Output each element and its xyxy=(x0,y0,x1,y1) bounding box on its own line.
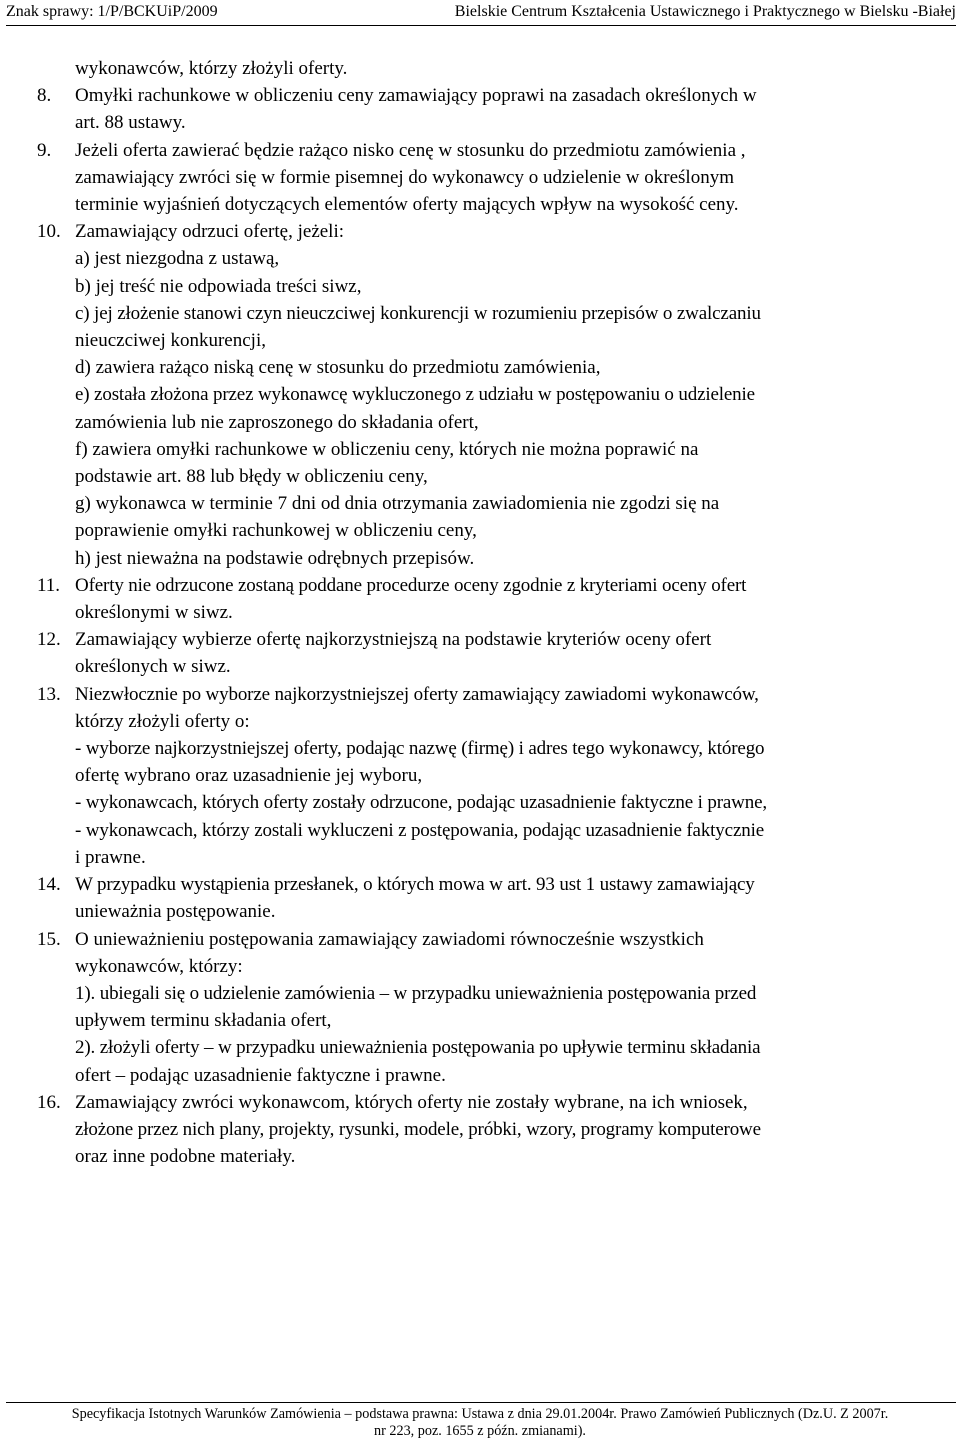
sub-item-h: h) jest nieważna na podstawie odrębnych przepisów. xyxy=(75,547,475,569)
page-footer xyxy=(0,1406,960,1440)
text-line: podstawie art. 88 lub błędy w obliczeniu ceny, xyxy=(75,466,428,488)
sub-item-b: b) jej treść nie odpowiada treści siwz, xyxy=(75,275,362,297)
list-item-15 xyxy=(0,926,960,1089)
text-line: Zamawiający wybierze ofertę najkorzystniejszą na podstawie kryteriów oceny ofert xyxy=(75,629,712,651)
text-line: art. 88 ustawy. xyxy=(75,112,186,134)
text-line: Zamawiający odrzuci ofertę, jeżeli: xyxy=(75,221,345,243)
item-number: 12. xyxy=(37,629,61,651)
item-number: 10. xyxy=(37,221,61,243)
footer-rule xyxy=(6,1402,956,1403)
item-number: 11. xyxy=(37,574,61,596)
list-item-12 xyxy=(0,626,960,680)
text-line: określonych w siwz. xyxy=(75,656,231,678)
sub-item-a: a) jest niezgodna z ustawą, xyxy=(75,248,280,270)
text-line: zamawiający zwróci się w formie pisemnej do wykonawcy o udzielenie w określonym xyxy=(75,166,734,188)
list-item-8 xyxy=(0,82,960,136)
numbered-sub-item: 1). ubiegali się o udzielenie zamówienia – w przypadku unieważnienia postępowania przed xyxy=(75,982,757,1004)
item-number: 14. xyxy=(37,874,61,896)
sub-item-f: f) zawiera omyłki rachunkowe w obliczeniu ceny, których nie można poprawić na xyxy=(75,438,699,460)
text-line: Zamawiający zwróci wykonawcom, których oferty nie zostały wybrane, na ich wniosek, xyxy=(75,1091,748,1113)
sub-item-d: d) zawiera rażąco niską cenę w stosunku do przedmiotu zamówienia, xyxy=(75,357,601,379)
dash-item: - wykonawcach, których oferty zostały odrzucone, podając uzasadnienie faktyczne i prawne, xyxy=(75,792,767,814)
list-item-11 xyxy=(0,572,960,626)
text-line: i prawne. xyxy=(75,846,146,868)
list-item-10 xyxy=(0,218,960,572)
institution-name: Bielskie Centrum Kształcenia Ustawicznego i Praktycznego w Bielsku -Białej xyxy=(454,3,956,20)
page-header xyxy=(0,0,960,30)
footer-line: nr 223, poz. 1655 z późn. zmianami). xyxy=(374,1423,586,1439)
text-line: poprawienie omyłki rachunkowej w obliczeniu ceny, xyxy=(75,520,477,542)
item-number: 8. xyxy=(37,85,52,107)
footer-line: Specyfikacja Istotnych Warunków Zamówienia – podstawa prawna: Ustawa z dnia 29.01.2004r. Prawo Zamówień Publicznych (Dz.U. Z 2007r. xyxy=(71,1406,889,1422)
text-line: O unieważnieniu postępowania zamawiający zawiadomi równocześnie wszystkich xyxy=(75,928,704,950)
text-line: wykonawców, którzy złożyli oferty. xyxy=(75,58,348,79)
sub-item-g: g) wykonawca w terminie 7 dni od dnia otrzymania zawiadomienia nie zgodzi się na xyxy=(75,493,720,515)
text-line: zamówienia lub nie zaproszonego do składania ofert, xyxy=(75,411,479,433)
numbered-sub-item: 2). złożyli oferty – w przypadku unieważnienia postępowania po upływie terminu składania xyxy=(75,1037,761,1059)
sub-item-e: e) została złożona przez wykonawcę wykluczonego z udziału w postępowaniu o udzielenie xyxy=(75,384,755,406)
text-line: Oferty nie odrzucone zostaną poddane procedurze oceny zgodnie z kryteriami oceny ofert xyxy=(75,574,747,596)
text-line: unieważnia postępowanie. xyxy=(75,901,276,923)
list-item-14 xyxy=(0,871,960,925)
header-rule xyxy=(6,25,956,26)
text-line: upływem terminu składania ofert, xyxy=(75,1010,332,1032)
text-line: Omyłki rachunkowe w obliczeniu ceny zamawiający poprawi na zasadach określonych w xyxy=(75,85,757,107)
text-line: Jeżeli oferta zawierać będzie rażąco nisko cenę w stosunku do przedmiotu zamówienia , xyxy=(75,139,746,161)
list-item-9 xyxy=(0,137,960,219)
case-number: Znak sprawy: 1/P/BCKUiP/2009 xyxy=(6,3,218,20)
item-number: 15. xyxy=(37,928,61,950)
item-number: 13. xyxy=(37,683,61,705)
text-line: złożone przez nich plany, projekty, rysunki, modele, próbki, wzory, programy komputerowe xyxy=(75,1118,761,1140)
text-line: wykonawców, którzy: xyxy=(75,955,243,977)
dash-item: - wyborze najkorzystniejszej oferty, podając nazwę (firmę) i adres tego wykonawcy, którego xyxy=(75,738,765,760)
text-line: którzy złożyli oferty o: xyxy=(75,710,250,732)
item-number: 16. xyxy=(37,1091,61,1113)
text-line: określonymi w siwz. xyxy=(75,602,233,624)
text-line: W przypadku wystąpienia przesłanek, o których mowa w art. 93 ust 1 ustawy zamawiający xyxy=(75,874,755,896)
document-body xyxy=(0,55,960,1170)
list-item-13 xyxy=(0,681,960,871)
text-line: ofert – podając uzasadnienie faktyczne i prawne. xyxy=(75,1064,446,1086)
text-line: Niezwłocznie po wyborze najkorzystniejszej oferty zamawiający zawiadomi wykonawców, xyxy=(75,683,759,705)
continued-text xyxy=(0,55,960,82)
dash-item: - wykonawcach, którzy zostali wykluczeni z postępowania, podając uzasadnienie faktycznie xyxy=(75,819,764,841)
text-line: ofertę wybrano oraz uzasadnienie jej wyboru, xyxy=(75,765,423,787)
text-line: oraz inne podobne materiały. xyxy=(75,1146,296,1168)
text-line: terminie wyjaśnień dotyczących elementów oferty mających wpływ na wysokość ceny. xyxy=(75,194,739,216)
text-line: nieuczciwej konkurencji, xyxy=(75,330,266,352)
sub-item-c: c) jej złożenie stanowi czyn nieuczciwej konkurencji w rozumieniu przepisów o zwalczaniu xyxy=(75,302,761,324)
list-item-16 xyxy=(0,1089,960,1171)
item-number: 9. xyxy=(37,139,52,161)
